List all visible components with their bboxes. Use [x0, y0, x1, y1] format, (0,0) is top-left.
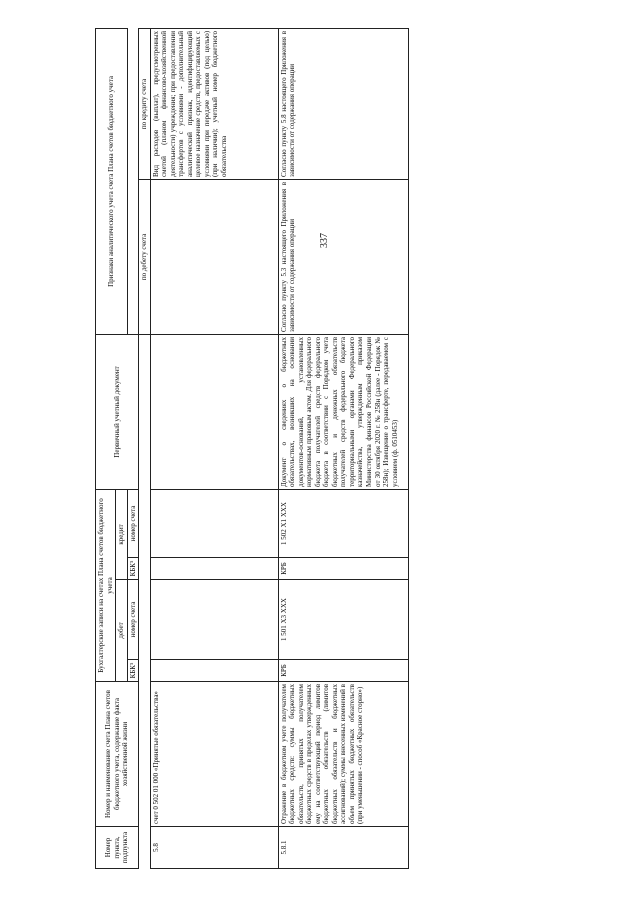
row-account: счет 0 502 01 000 «Принятые обязательства» — [150, 682, 278, 827]
row-account: Отражение в бюджетном учете получателем бюджетных средств: суммы бюджетных обязательств, принятых получателем бюджетных средств в пределах утвержденных ему на соответствующий период лимитов бюджетных обязательств (лимитов бюджетных обязательств и бюджетных ассигнований); суммы внесенных изменений в объем принятых бюджетных обязательств (при уменьшении - способ «Красное сторно») — [278, 682, 408, 827]
header-debit: дебет — [116, 580, 128, 682]
rotated-table-container — [95, 29, 615, 869]
row-analytics-credit: Согласно пункту 5.8 настоящего Приложения в зависимости от содержания операции — [278, 28, 408, 179]
header-entries: Бухгалтерские записи на счетах Плана счетов бюджетного учета — [96, 489, 116, 681]
accounting-table — [95, 28, 409, 869]
header-credit: кредит — [116, 489, 128, 579]
header-account: Номер и наименование счета Плана счетов бюджетного учета, содержание факта хозяйственной жизни — [96, 682, 139, 827]
row-debit-account: 1 501 X3 XXX — [278, 580, 408, 660]
row-document — [150, 334, 278, 489]
row-item: 5.8.1 — [278, 827, 408, 869]
row-kbk-debit: КРБ — [278, 660, 408, 682]
header-kbk-credit: КБК⁵ — [127, 558, 139, 580]
row-debit-account — [150, 580, 278, 660]
header-analytics-debit-cell: по дебету счета — [139, 179, 151, 334]
row-credit-account — [150, 489, 278, 557]
table-row — [150, 28, 278, 868]
row-kbk-credit — [150, 558, 278, 580]
header-item-number: Номер пункта, подпункта — [96, 827, 139, 869]
header-document: Первичный учетный документ — [96, 334, 139, 489]
header-account-number-credit: номер счета — [127, 489, 139, 557]
header-account-number-debit: номер счета — [127, 580, 139, 660]
row-document: Документ о сведениях о бюджетных обязательствах, возникших на основании документов-оснований, установленных нормативным правовым актом. Для федерального бюджета получателей средств федерального бюджета в соответствии с Порядком учета бюджетных и денежных обязательств получателей средств федерального бюджета территориальными органами Федерального казначейства, утвержденным приказом Министерства финансов Российской Федерации от 30 октября 2020 г. № 258н (далее - Порядок № 258н); Извещение о трансферте, передаваемом с условием (ф. 0510453) — [278, 334, 408, 489]
row-kbk-debit — [150, 660, 278, 682]
page-number: 337 — [319, 233, 330, 248]
row-analytics-credit: Вид расходов (выплат), предусмотренных сметой (планом финансово-хозяйственной деятельности) учреждения; при предоставлении трансфертов с условиями - дополнительный аналитический признак, идентифицирующий целевое назначение средств, предоставляемых с условиями при передаче активов (под целью) (при наличии); учетный номер бюджетного обязательства — [150, 28, 278, 179]
row-item: 5.8 — [150, 827, 278, 869]
row-analytics-debit — [150, 179, 278, 334]
row-kbk-credit: КРБ — [278, 558, 408, 580]
header-kbk-debit: КБК⁵ — [127, 660, 139, 682]
header-analytics: Признаки аналитического учета счета Плана счетов бюджетного учета — [96, 28, 128, 334]
row-analytics-debit: Согласно пункту 5.3 настоящего Приложения в зависимости от содержания операции — [278, 179, 408, 334]
table-row — [278, 28, 408, 868]
header-analytics-credit-cell: по кредиту счета — [139, 28, 151, 179]
row-credit-account: 1 502 X1 XXX — [278, 489, 408, 557]
